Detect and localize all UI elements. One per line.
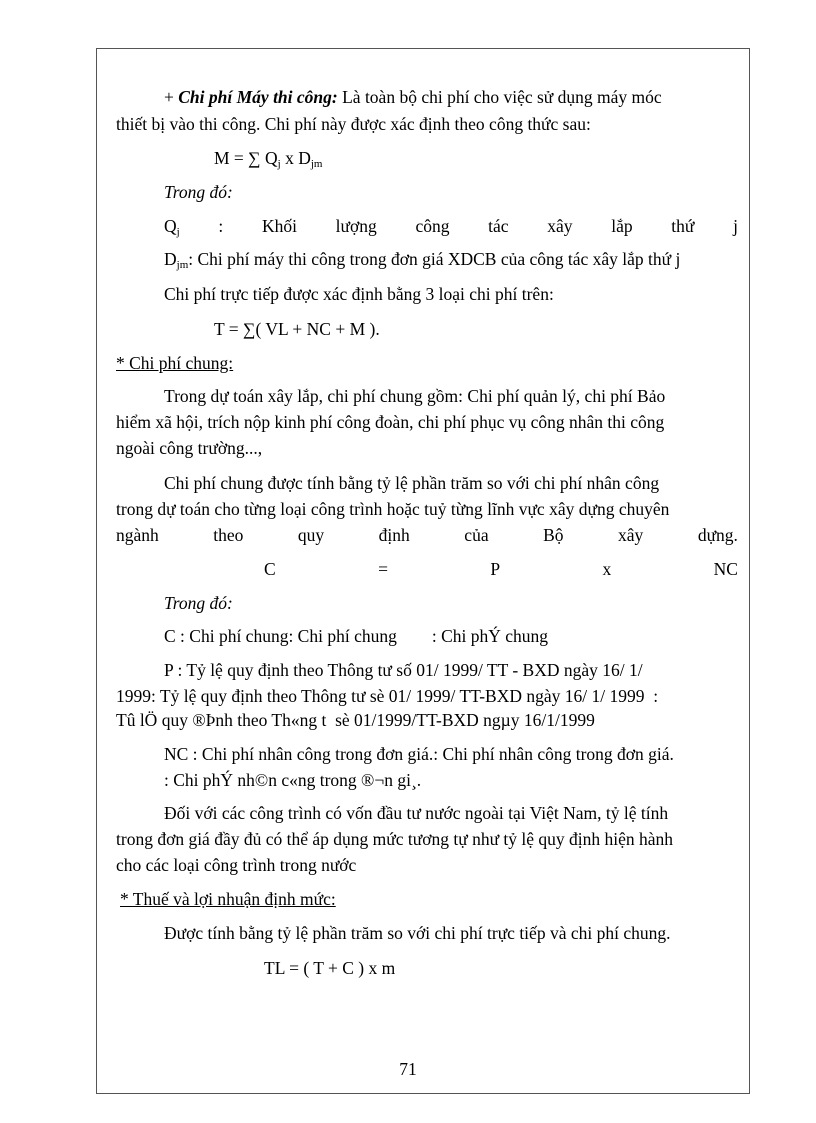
formula-t: T = ∑( VL + NC + M ). (214, 319, 380, 339)
calc-word: ngành (116, 525, 159, 545)
p-definition-line-3: Tû lÖ quy ®Þnh theo Th«ng t sè 01/1999/TT-BXD ngµy 16/1/1999 (116, 710, 595, 730)
p-definition-line-1: P : Tỷ lệ quy định theo Thông tư số 01/ 1999/ TT - BXD ngày 16/ 1/ (164, 660, 643, 680)
p-definition-line-2: 1999: Tỷ lệ quy định theo Thông tư sè 01/ 1999/ TT-BXD ngày 16/ 1/ 1999 : (116, 686, 659, 706)
machine-cost-line-2: thiết bị vào thi công. Chi phí này được xác định theo công thức sau: (116, 114, 591, 134)
heading-tax-profit: * Thuế và lợi nhuận định mức: (120, 889, 336, 909)
formula-c-token: = (378, 559, 388, 579)
foreign-line-3: cho các loại công trình trong nước (116, 855, 357, 875)
qj-word: thứ (671, 216, 695, 236)
calc-line-1: Chi phí chung được tính bằng tỷ lệ phần trăm so với chi phí nhân công (164, 473, 660, 493)
calc-word: theo (213, 525, 244, 545)
djm-sub: jm (176, 259, 189, 271)
calc-line-3 (116, 524, 738, 546)
qj-word: công (415, 216, 450, 236)
where-label-1: Trong đó: (164, 182, 233, 202)
formula-c-token: C (264, 559, 276, 579)
formula-c-token: NC (713, 559, 738, 579)
bullet-plus: + (164, 87, 179, 107)
nc-definition-line-2: : Chi phÝ nh©n c«ng trong ®¬n gi¸. (164, 770, 422, 790)
direct-cost-text: Chi phí trực tiếp được xác định bằng 3 loại chi phí trên: (164, 284, 554, 304)
formula-c-token: P (490, 559, 501, 579)
calc-word: dựng. (697, 525, 738, 545)
djm-text: : Chi phí máy thi công trong đơn giá XDCB của công tác xây lắp thứ j (188, 249, 681, 269)
calc-word: Bộ (543, 525, 564, 545)
foreign-line-1: Đối với các công trình có vốn đầu tư nước ngoài tại Việt Nam, tỷ lệ tính (164, 803, 669, 823)
machine-cost-definition: Là toàn bộ chi phí cho việc sử dụng máy móc (337, 87, 662, 107)
term-machine-cost: Chi phí Máy thi công: (178, 87, 338, 107)
calc-word: xây (618, 525, 644, 545)
qj-letter: Q (164, 216, 177, 236)
qj-symbol (164, 215, 180, 237)
qj-word: lượng (335, 216, 377, 236)
qj-word: xây (547, 216, 573, 236)
calc-word: quy (297, 525, 325, 545)
foreign-line-2: trong đơn giá đầy đủ có thể áp dụng mức tương tự như tỷ lệ quy định hiện hành (116, 829, 674, 849)
formula-m-part-a: M = ∑ Q (214, 148, 278, 168)
machine-cost-line-1 (164, 86, 662, 108)
qj-word: tác (488, 216, 509, 236)
c-definition: C : Chi phí chung: Chi phí chung : Chi phÝ chung (164, 626, 549, 646)
page-number: 71 (399, 1059, 417, 1079)
djm-letter: D (164, 249, 177, 269)
general-cost-line-1: Trong dự toán xây lắp, chi phí chung gồm: Chi phí quản lý, chi phí Bảo (164, 386, 666, 406)
where-label-2: Trong đó: (164, 593, 233, 613)
heading-general-cost: * Chi phí chung: (116, 353, 234, 373)
formula-c-token: x (602, 559, 612, 579)
nc-definition-line-1: NC : Chi phí nhân công trong đơn giá.: Chi phí nhân công trong đơn giá. (164, 744, 674, 764)
tax-profit-text: Được tính bằng tỷ lệ phần trăm so với chi phí trực tiếp và chi phí chung. (164, 923, 671, 943)
qj-colon: : (218, 216, 224, 236)
general-cost-line-3: ngoài công trường..., (116, 438, 263, 458)
calc-line-2: trong dự toán cho từng loại công trình hoặc tuỷ từng lĩnh vực xây dựng chuyên (116, 499, 670, 519)
formula-m-part-b: x D (280, 148, 311, 168)
general-cost-line-2: hiểm xã hội, trích nộp kinh phí công đoàn, chi phí phục vụ công nhân thi công (116, 412, 665, 432)
qj-definition (164, 215, 738, 237)
formula-c (264, 558, 738, 580)
formula-m-sub-jm: jm (310, 158, 323, 170)
formula-m-sub-j: j (277, 158, 281, 170)
djm-definition (164, 248, 680, 270)
calc-word: định (378, 525, 410, 545)
calc-word: của (464, 525, 489, 545)
qj-sub: j (176, 226, 180, 238)
qj-word: Khối (261, 216, 297, 236)
qj-word: lắp (611, 216, 633, 236)
qj-word: j (733, 216, 738, 236)
formula-m (214, 147, 323, 169)
formula-tl: TL = ( T + C ) x m (264, 958, 396, 978)
